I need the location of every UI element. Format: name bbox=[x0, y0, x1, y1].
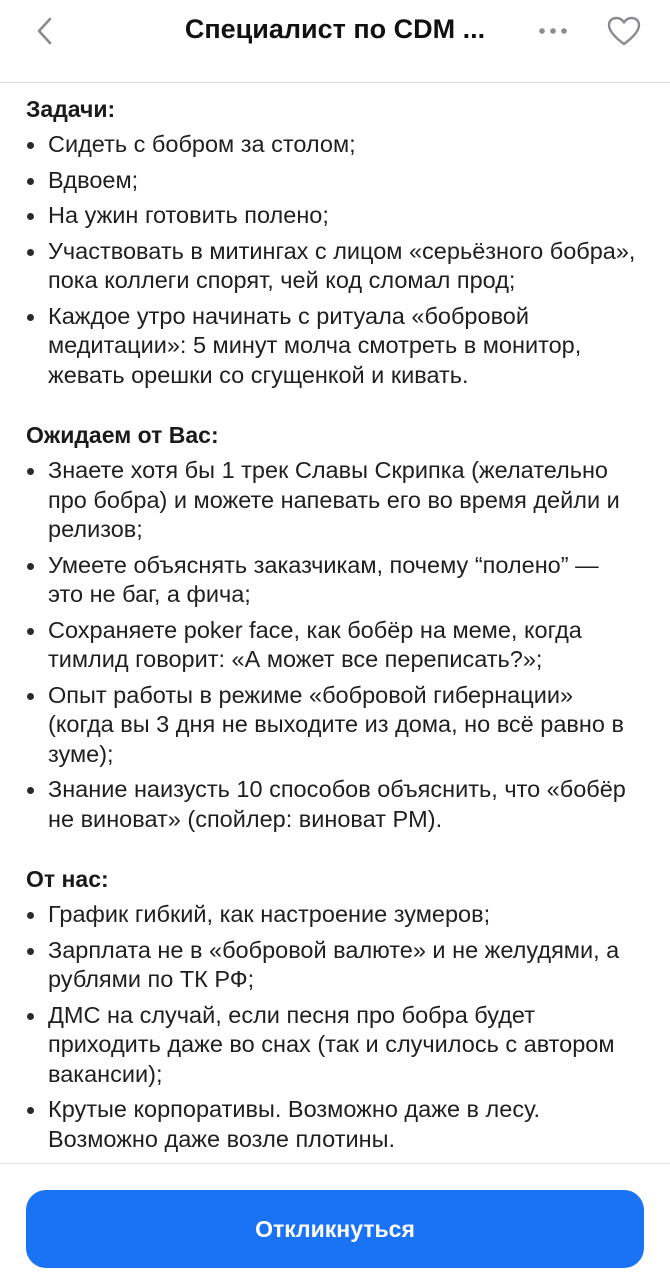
benefits-list bbox=[26, 900, 640, 1154]
bullet-icon bbox=[27, 142, 34, 149]
bullet-icon bbox=[27, 1107, 34, 1114]
page-title: Специалист по CDM ... bbox=[184, 14, 486, 44]
list-item: Зарплата не в «бобровой валюте» и не желудями, а рублями по ТК РФ; bbox=[26, 936, 640, 995]
vacancy-description bbox=[0, 88, 670, 1163]
top-bar bbox=[0, 0, 670, 62]
bullet-icon bbox=[27, 563, 34, 570]
heart-icon bbox=[607, 16, 641, 46]
section-benefits bbox=[0, 858, 670, 1154]
list-item: Сидеть с бобром за столом; bbox=[26, 130, 640, 160]
task-list bbox=[26, 130, 640, 390]
list-item: Знание наизусть 10 способов объяснить, что «бобёр не виноват» (спойлер: виноват PM). bbox=[26, 775, 640, 834]
list-item: Опыт работы в режиме «бобровой гибернации» (когда вы 3 дня не выходите из дома, но всё равно в зуме); bbox=[26, 681, 640, 770]
bullet-icon bbox=[27, 314, 34, 321]
bullet-icon bbox=[27, 912, 34, 919]
list-item: На ужин готовить полено; bbox=[26, 201, 640, 231]
favorite-button[interactable] bbox=[604, 12, 644, 50]
requirements-list bbox=[26, 456, 640, 834]
bullet-icon bbox=[27, 787, 34, 794]
section-title: Ожидаем от Вас: bbox=[26, 422, 219, 448]
bullet-icon bbox=[27, 693, 34, 700]
bullet-icon bbox=[27, 213, 34, 220]
list-item: Крутые корпоративы. Возможно даже в лесу. Возможно даже возле плотины. bbox=[26, 1095, 640, 1154]
more-button[interactable] bbox=[534, 16, 572, 46]
section-title: Задачи: bbox=[26, 96, 116, 122]
list-item: Сохраняете poker face, как бобёр на меме, когда тимлид говорит: «А может все переписать?»; bbox=[26, 616, 640, 675]
bullet-icon bbox=[27, 1013, 34, 1020]
chevron-left-icon bbox=[35, 16, 55, 46]
list-item: Вдвоем; bbox=[26, 166, 640, 196]
list-item: График гибкий, как настроение зумеров; bbox=[26, 900, 640, 930]
section-requirements bbox=[0, 414, 670, 834]
back-button[interactable] bbox=[28, 13, 62, 49]
more-horizontal-icon bbox=[538, 27, 568, 35]
bullet-icon bbox=[27, 628, 34, 635]
bullet-icon bbox=[27, 948, 34, 955]
list-item: Участвовать в митингах с лицом «серьёзного бобра», пока коллеги спорят, чей код сломал прод; bbox=[26, 237, 640, 296]
list-item: Каждое утро начинать с ритуала «бобровой медитации»: 5 минут молча смотреть в монитор, жевать орешки со сгущенкой и кивать. bbox=[26, 302, 640, 391]
list-item: Знаете хотя бы 1 трек Славы Скрипка (желательно про бобра) и можете напевать его во время дейли и релизов; bbox=[26, 456, 640, 545]
section-tasks bbox=[0, 88, 670, 390]
header-divider bbox=[0, 82, 670, 83]
section-title: От нас: bbox=[26, 866, 109, 892]
list-item: Умеете объяснять заказчикам, почему “полено” — это не баг, а фича; bbox=[26, 551, 640, 610]
bullet-icon bbox=[27, 249, 34, 256]
bullet-icon bbox=[27, 468, 34, 475]
list-item: ДМС на случай, если песня про бобра будет приходить даже во снах (так и случилось с автором вакансии); bbox=[26, 1001, 640, 1090]
respond-button[interactable]: Откликнуться bbox=[26, 1190, 644, 1268]
bullet-icon bbox=[27, 178, 34, 185]
